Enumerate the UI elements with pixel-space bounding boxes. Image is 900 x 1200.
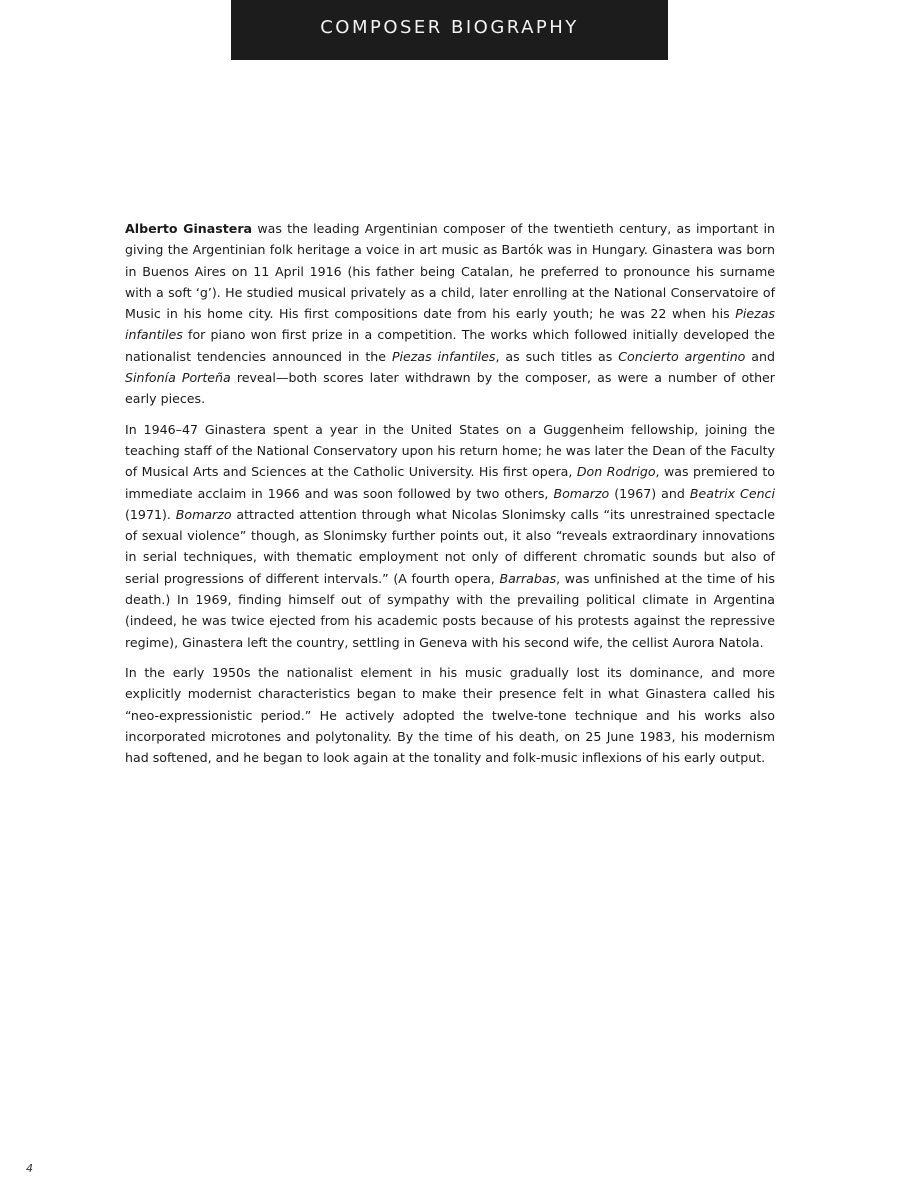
italic-text: Barrabas [499,570,557,586]
page-number: 4 [26,1162,33,1175]
text-run: and [745,348,776,364]
text-run: , was unfinished at the time of his death.) In 1969, finding himself out of sympathy with the prevailing political climate in Argentina (indeed, he was twice ejected from his academic posts because of his protests against the repressive regime), Ginastera left the country, settling in Geneva with his second wife, the cellist Aurora Natola. [125,570,775,650]
biography-paragraph-3 [125,662,775,768]
italic-text: Don Rodrigo [576,464,656,480]
text-run: attracted attention through what Nicolas Slonimsky calls “its unrestrained spectacle of sexual violence” though, as Slonimsky further points out, it also “reveals extraordinary innovations in serial techniques, with thematic employment not only of different chromatic sounds but also of serial progressions of different intervals.” (A fourth opera, [125,506,775,586]
italic-text: Beatrix Cenci [689,485,775,501]
text-run: In 1946–47 Ginastera spent a year in the United States on a Guggenheim fellowship, joining the teaching staff of the National Conservatory upon his return home; he was later the Dean of the Faculty of Musical Arts and Sciences at the Catholic University. His first opera, [125,421,775,480]
text-run: , as such titles as [495,348,619,364]
biography-paragraph-1 [125,218,775,410]
header-band [231,0,668,60]
italic-text: Concierto argentino [618,348,746,364]
text-run: for piano won first prize in a competition. The works which followed initially developed the nationalist tendencies announced in the [125,327,775,364]
italic-text: Piezas infantiles [125,306,775,343]
italic-text: Piezas infantiles [391,348,496,364]
biography-paragraph-2 [125,419,775,653]
bold-text: Alberto Ginastera [125,221,253,236]
text-run: (1971). [125,506,176,522]
text-run: reveal—both scores later withdrawn by the composer, as were a number of other early pieces. [125,370,775,407]
text-run: In the early 1950s the nationalist element in his music gradually lost its dominance, and more explicitly modernist characteristics began to make their presence felt in what Ginastera called his “neo-expressionistic period.” He actively adopted the twelve-tone technique and his works also incorporated microtones and polytonality. By the time of his death, on 25 June 1983, his modernism had softened, and he began to look again at the tonality and folk-music inflexions of his early output. [125,664,775,766]
italic-text: Bomarzo [553,485,610,501]
page-title: COMPOSER BIOGRAPHY [320,16,579,38]
biography-body [125,218,775,777]
text-run: , was premiered to immediate acclaim in 1966 and was soon followed by two others, [125,464,775,501]
italic-text: Bomarzo [175,506,232,522]
text-run: (1967) and [609,485,690,501]
italic-text: Sinfonía Porteña [125,370,231,386]
text-run: was the leading Argentinian composer of the twentieth century, as important in giving the Argentinian folk heritage a voice in art music as Bartók was in Hungary. Ginastera was born in Buenos Aires on 11 April 1916 (his father being Catalan, he preferred to pronounce his surname with a soft ‘g’). He studied musical privately as a child, later enrolling at the National Conservatoire of Music in his home city. His first compositions date from his early youth; he was 22 when his [125,221,775,322]
